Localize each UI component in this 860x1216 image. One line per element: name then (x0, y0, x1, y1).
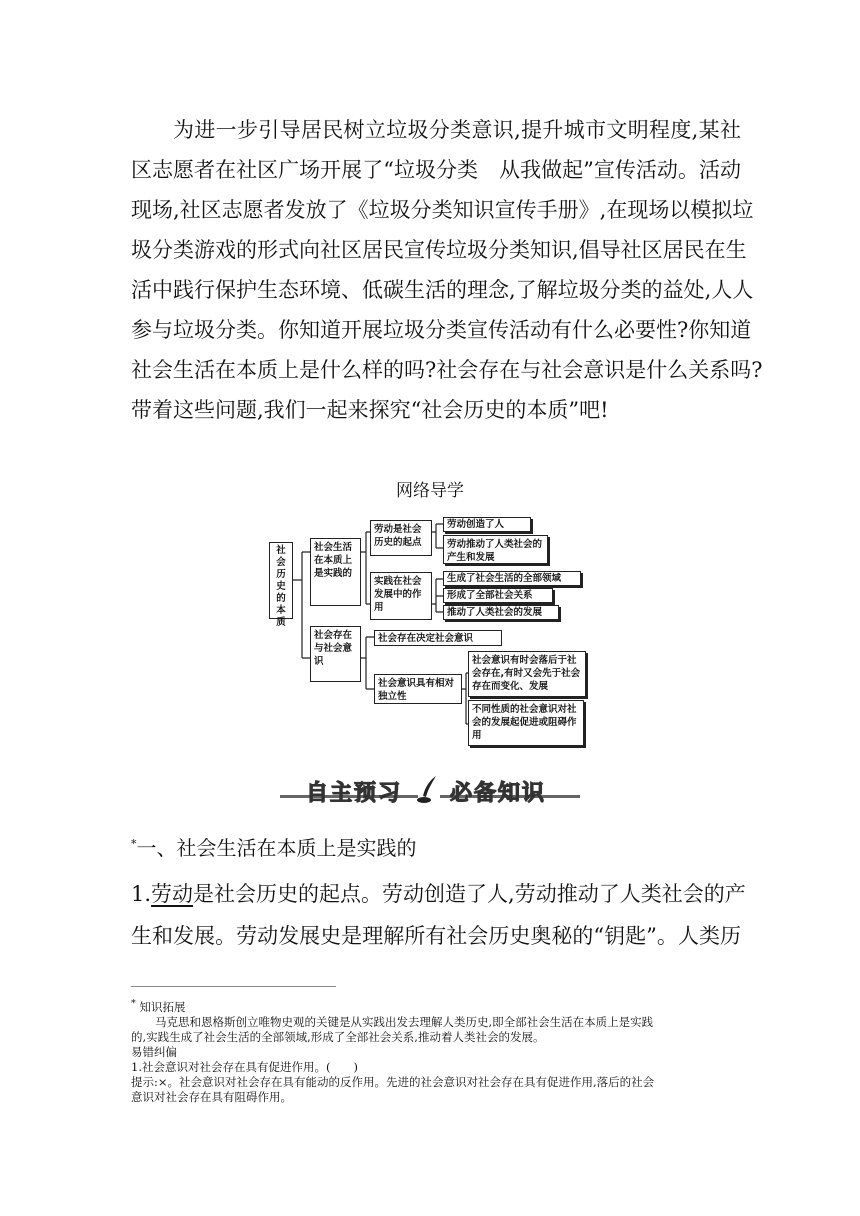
intro-line: 现场,社区志愿者发放了《垃圾分类知识宣传手册》,在现场以模拟垃 (131, 198, 754, 222)
branch-node-existence: 社会存在与社会意识 (310, 626, 361, 682)
intro-line: 为进一步引导居民树立垃圾分类意识,提升城市文明程度,某社 (173, 118, 741, 142)
leaf-lag-or-lead: 社会意识有时会落后于社会存在,有时又会先于社会存在而变化、发展 (468, 651, 586, 697)
error-answer: 意识对社会存在具有阻碍作用。 (131, 1089, 292, 1104)
note-title: 知识拓展 (139, 999, 186, 1014)
concept-map (262, 508, 602, 758)
banner-left-text: 自主预习 (306, 781, 403, 806)
footnote-divider (131, 986, 336, 987)
root-node: 社会历史的本质 (269, 542, 293, 619)
para-number: 1. (131, 882, 152, 906)
error-title: 易错纠偏 (131, 1044, 177, 1059)
footnotes (131, 996, 741, 1105)
para-line: 生和发展。劳动发展史是理解所有社会历史奥秘的“钥匙”。人类历 (131, 924, 741, 948)
banner-right-text: 必备知识 (450, 781, 547, 806)
section-heading (131, 832, 417, 861)
intro-line: 区志愿者在社区广场开展了“垃圾分类 从我做起”宣传活动。活动 (131, 158, 741, 182)
node-existence-determines: 社会存在决定社会意识 (374, 630, 502, 646)
leaf-generated-domains: 生成了社会生活的全部领域 (443, 571, 581, 586)
guide-title: 网络导学 (396, 481, 464, 501)
para-text: 是社会历史的起点。劳动创造了人,劳动推动了人类社会的产 (193, 882, 746, 906)
intro-line: 圾分类游戏的形式向社区居民宣传垃圾分类知识,倡导社区居民在生 (131, 238, 747, 262)
leaf-labor-created-human: 劳动创造了人 (443, 517, 531, 532)
node-practice-role: 实践在社会发展中的作用 (370, 572, 432, 620)
leaf-drove-development: 推动了人类社会的发展 (443, 605, 559, 620)
intro-paragraph (131, 110, 763, 430)
node-labor-origin: 劳动是社会历史的起点 (370, 520, 432, 556)
footnote-marker: * (131, 837, 137, 851)
note-body: 马克思和恩格斯创立唯物史观的关键是从实践出发去理解人类历史,即全部社会生活在本质上是实践 (155, 1014, 654, 1029)
intro-line: 社会生活在本质上是什么样的吗?社会存在与社会意识是什么关系吗? (131, 358, 763, 382)
node-relative-independence: 社会意识具有相对独立性 (374, 674, 462, 704)
note-heading (131, 996, 741, 1015)
leaf-formed-relations: 形成了全部社会关系 (443, 588, 553, 603)
leaf-promote-or-hinder: 不同性质的社会意识对社会的发展起促进或阻碍作用 (468, 700, 584, 746)
para-line (131, 873, 746, 915)
section-title: 一、社会生活在本质上是实践的 (136, 836, 417, 860)
quill-pen-icon (416, 774, 442, 804)
error-question: 1.社会意识对社会存在具有促进作用。( ) (131, 1059, 358, 1074)
keyword-underlined: 劳动 (151, 882, 194, 906)
footnote-marker: * (131, 998, 136, 1009)
body-paragraph (131, 873, 746, 957)
branch-node-practice: 社会生活在本质上是实践的 (310, 538, 361, 606)
section-banner (280, 770, 580, 808)
leaf-labor-drove-society: 劳动推动了人类社会的产生和发展 (443, 535, 548, 564)
intro-line: 带着这些问题,我们一起来探究“社会历史的本质”吧! (131, 398, 609, 422)
intro-line: 参与垃圾分类。你知道开展垃圾分类宣传活动有什么必要性?你知道 (131, 318, 752, 342)
error-answer: 提示:×。社会意识对社会存在具有能动的反作用。先进的社会意识对社会存在具有促进作用,落后的社会 (131, 1074, 655, 1089)
note-body: 的,实践生成了社会生活的全部领域,形成了全部社会关系,推动着人类社会的发展。 (131, 1029, 545, 1044)
intro-line: 活中践行保护生态环境、低碳生活的理念,了解垃圾分类的益处,人人 (131, 278, 754, 302)
